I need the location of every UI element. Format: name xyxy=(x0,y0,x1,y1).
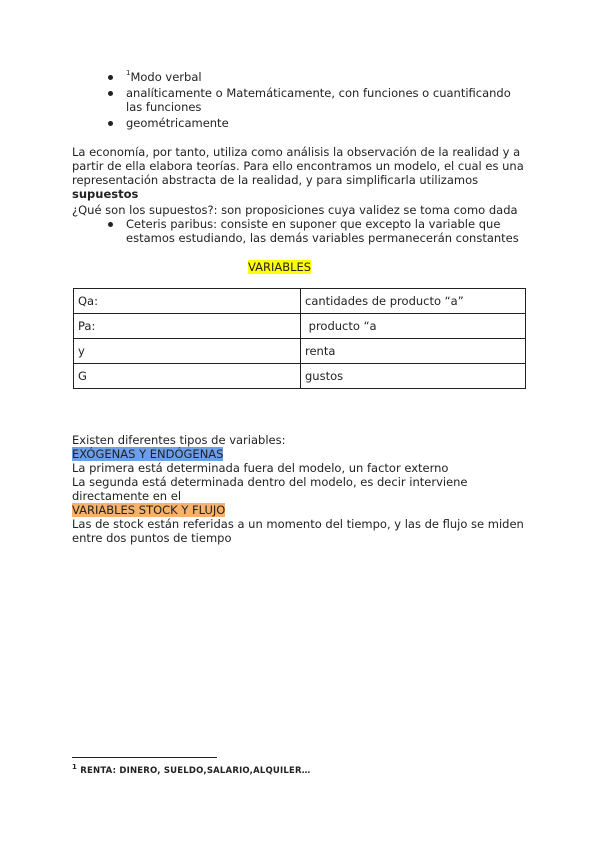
list-item-text: geométricamente xyxy=(126,116,229,130)
table-row xyxy=(74,289,526,314)
list-item-text: Modo verbal xyxy=(130,70,202,84)
table-cell: renta xyxy=(301,339,526,364)
footnote xyxy=(72,764,310,778)
intro-paragraph xyxy=(72,145,532,201)
types-intro: Existen diferentes tipos de variables: xyxy=(72,433,286,447)
table-row xyxy=(74,339,526,364)
list-item-text: Ceteris paribus: consiste en suponer que excepto la variable que estamos estudiando, las demás variables permanecerán constantes xyxy=(126,217,519,245)
variables-table xyxy=(73,288,526,389)
question-line: ¿Qué son los supuestos?: son proposiciones cuya validez se toma como dada xyxy=(72,203,518,217)
types-line: La primera está determinada fuera del modelo, un factor externo xyxy=(72,461,449,475)
footnote-separator xyxy=(72,757,217,758)
footnote-number: 1 xyxy=(72,763,78,771)
footnote-reference: 1 xyxy=(126,69,131,77)
variables-heading-text: VARIABLES xyxy=(248,260,312,274)
list-item xyxy=(100,86,530,114)
types-line: La segunda está determinada dentro del modelo, es decir interviene directamente en el xyxy=(72,475,468,503)
table-cell: Qa: xyxy=(74,289,301,314)
table-cell: G xyxy=(74,364,301,389)
stock-flujo-heading: VARIABLES STOCK Y FLUJO xyxy=(72,503,226,517)
list-item-text: analíticamente o Matemáticamente, con funciones o cuantificando las funciones xyxy=(126,86,511,114)
types-line: Las de stock están referidas a un momento del tiempo, y las de flujo se miden entre dos puntos de tiempo xyxy=(72,517,524,545)
footnote-text: RENTA: DINERO, SUELDO,SALARIO,ALQUILER… xyxy=(80,766,311,776)
bullet-list-ceteris xyxy=(100,217,530,247)
variable-types-section xyxy=(72,433,532,545)
table-row xyxy=(74,314,526,339)
bullet-icon xyxy=(108,75,113,80)
list-item xyxy=(100,116,530,130)
list-item xyxy=(100,70,530,84)
exogenas-heading: EXÓGENAS Y ENDÓGENAS xyxy=(72,447,224,461)
table-row xyxy=(74,364,526,389)
variables-heading xyxy=(248,260,311,274)
bullet-icon xyxy=(108,222,113,227)
bullet-icon xyxy=(108,121,113,126)
bullet-icon xyxy=(108,91,113,96)
table-cell: producto “a xyxy=(301,314,526,339)
table-cell: cantidades de producto “a” xyxy=(301,289,526,314)
intro-text: La economía, por tanto, utiliza como análisis la observación de la realidad y a partir de ella elabora teorías. Para ello encontramos un modelo, el cual es una representación abstracta de la realidad, y para simplificarla utilizamos xyxy=(72,145,524,187)
bullet-list-top xyxy=(100,70,530,132)
intro-bold-word: supuestos xyxy=(72,187,139,201)
table-cell: y xyxy=(74,339,301,364)
table-cell: Pa: xyxy=(74,314,301,339)
list-item xyxy=(100,217,530,245)
table-cell: gustos xyxy=(301,364,526,389)
